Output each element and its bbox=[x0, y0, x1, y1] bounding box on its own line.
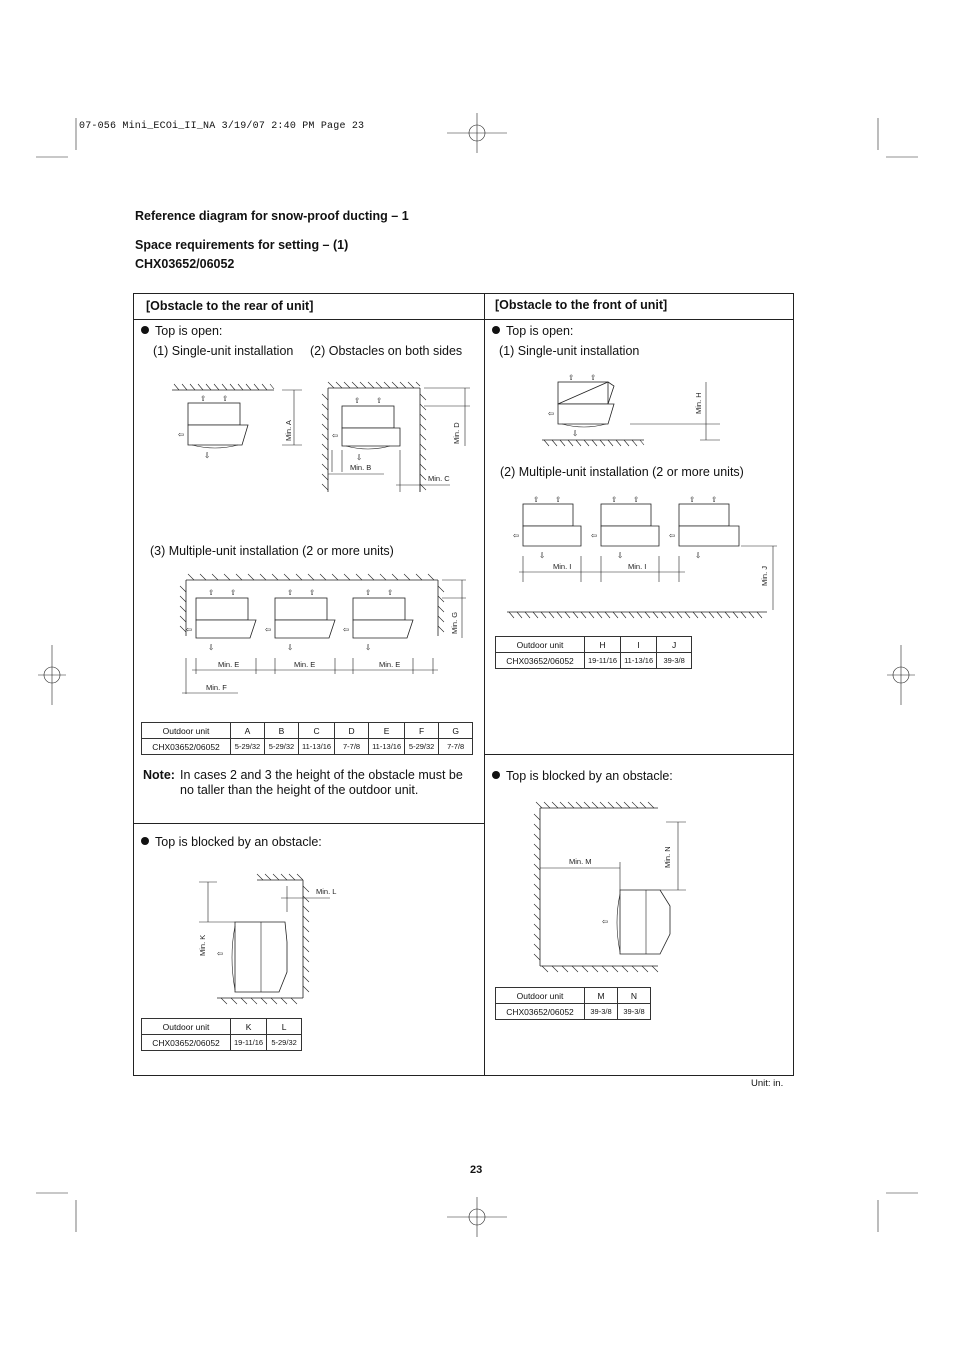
svg-text:⇦: ⇦ bbox=[343, 625, 350, 634]
table-header-cell: A bbox=[231, 723, 265, 739]
svg-text:⇧: ⇧ bbox=[689, 495, 696, 504]
table-header-cell: Outdoor unit bbox=[496, 988, 585, 1004]
note-text: In cases 2 and 3 the height of the obstacle must be no taller than the height of the outdoor unit. bbox=[180, 768, 463, 797]
svg-text:⇧: ⇧ bbox=[711, 495, 718, 504]
svg-text:⇦: ⇦ bbox=[669, 531, 676, 540]
table-cell: 19-11/16 bbox=[231, 1035, 267, 1051]
svg-text:⇦: ⇦ bbox=[217, 949, 224, 958]
page-title: Reference diagram for snow-proof ducting – 1 bbox=[135, 209, 409, 223]
left-top-blocked bbox=[141, 835, 322, 849]
left-case1-label: (1) Single-unit installation bbox=[153, 344, 294, 358]
svg-text:⇧: ⇧ bbox=[200, 394, 207, 403]
table-header-cell: J bbox=[657, 637, 692, 653]
diagram-rear-multiple bbox=[178, 574, 478, 694]
diagram-front-single bbox=[540, 372, 740, 452]
table-cell: 7-7/8 bbox=[335, 739, 369, 755]
svg-text:⇧: ⇧ bbox=[387, 588, 394, 597]
bullet-icon bbox=[141, 326, 149, 334]
section-title: Space requirements for setting – (1) bbox=[135, 238, 349, 252]
table-header-cell: Outdoor unit bbox=[142, 723, 231, 739]
svg-text:⇧: ⇧ bbox=[354, 396, 361, 405]
svg-text:⇦: ⇦ bbox=[591, 531, 598, 540]
svg-text:⇩: ⇩ bbox=[617, 551, 624, 560]
min-n-label: Min. N bbox=[663, 846, 672, 868]
svg-text:⇩: ⇩ bbox=[356, 453, 363, 462]
print-slug: 07-056 Mini_ECOi_II_NA 3/19/07 2:40 PM Page 23 bbox=[79, 121, 365, 132]
table-header-cell: K bbox=[231, 1019, 267, 1035]
left-top-open-text: Top is open: bbox=[155, 324, 223, 338]
right-column-heading: [Obstacle to the front of unit] bbox=[495, 298, 668, 312]
svg-text:⇦: ⇦ bbox=[265, 625, 272, 634]
table-header-cell: C bbox=[299, 723, 335, 739]
table-cell: 7-7/8 bbox=[439, 739, 473, 755]
right-top-blocked-text: Top is blocked by an obstacle: bbox=[506, 769, 673, 783]
bullet-icon bbox=[492, 771, 500, 779]
table-header-cell: Outdoor unit bbox=[142, 1019, 231, 1035]
min-i-label-1: Min. I bbox=[553, 562, 572, 571]
diagram-front-blocked bbox=[526, 796, 706, 976]
diagram-front-multiple bbox=[505, 494, 795, 624]
table-cell: 5-29/32 bbox=[231, 739, 265, 755]
table-cell: CHX03652/06052 bbox=[142, 739, 231, 755]
table-cell: 11-13/16 bbox=[299, 739, 335, 755]
svg-text:⇧: ⇧ bbox=[555, 495, 562, 504]
right-case2-label: (2) Multiple-unit installation (2 or more units) bbox=[500, 465, 744, 479]
table-header-cell: E bbox=[369, 723, 405, 739]
min-g-label: Min. G bbox=[450, 611, 459, 634]
table-cell: 39-3/8 bbox=[618, 1004, 651, 1020]
table-header-cell: L bbox=[267, 1019, 302, 1035]
right-top-open-text: Top is open: bbox=[506, 324, 574, 338]
table-header-cell: G bbox=[439, 723, 473, 739]
unit-note: Unit: in. bbox=[751, 1078, 784, 1089]
min-f-label: Min. F bbox=[206, 683, 227, 692]
svg-text:⇦: ⇦ bbox=[186, 625, 193, 634]
svg-text:⇧: ⇧ bbox=[287, 588, 294, 597]
svg-text:⇧: ⇧ bbox=[611, 495, 618, 504]
table-cell: 39-3/8 bbox=[657, 653, 692, 669]
svg-text:⇧: ⇧ bbox=[309, 588, 316, 597]
page-number: 23 bbox=[470, 1164, 483, 1176]
svg-text:⇩: ⇩ bbox=[208, 643, 215, 652]
svg-text:⇩: ⇩ bbox=[539, 551, 546, 560]
bullet-icon bbox=[141, 837, 149, 845]
note-label: Note: bbox=[143, 768, 175, 782]
note bbox=[143, 768, 463, 798]
min-c-label: Min. C bbox=[428, 474, 450, 483]
svg-text:⇧: ⇧ bbox=[533, 495, 540, 504]
min-e-label-1: Min. E bbox=[218, 660, 240, 669]
svg-text:⇩: ⇩ bbox=[204, 451, 211, 460]
table-header-cell: Outdoor unit bbox=[496, 637, 585, 653]
table-header-cell: M bbox=[585, 988, 618, 1004]
svg-text:⇩: ⇩ bbox=[572, 429, 579, 438]
table-header-cell: B bbox=[265, 723, 299, 739]
diagram-rear-single bbox=[170, 383, 300, 473]
left-row-divider bbox=[133, 823, 484, 824]
table-cell: 19-11/16 bbox=[585, 653, 621, 669]
right-row-divider bbox=[484, 754, 794, 755]
svg-text:⇧: ⇧ bbox=[590, 373, 597, 382]
svg-text:⇧: ⇧ bbox=[230, 588, 237, 597]
min-k-label: Min. K bbox=[198, 934, 207, 956]
left-top-open bbox=[141, 324, 222, 338]
table-cell: 5-29/32 bbox=[267, 1035, 302, 1051]
header-divider bbox=[133, 319, 794, 320]
right-top-blocked bbox=[492, 769, 673, 783]
table-cell: 5-29/32 bbox=[405, 739, 439, 755]
svg-text:⇧: ⇧ bbox=[208, 588, 215, 597]
min-b-label: Min. B bbox=[350, 463, 372, 472]
svg-text:⇧: ⇧ bbox=[376, 396, 383, 405]
min-l-label: Min. L bbox=[316, 887, 337, 896]
table-header-cell: I bbox=[621, 637, 657, 653]
svg-text:⇦: ⇦ bbox=[602, 917, 609, 926]
svg-text:⇩: ⇩ bbox=[287, 643, 294, 652]
table-cell: 5-29/32 bbox=[265, 739, 299, 755]
left-top-blocked-text: Top is blocked by an obstacle: bbox=[155, 835, 322, 849]
table-cell: 11-13/16 bbox=[621, 653, 657, 669]
table-cell: CHX03652/06052 bbox=[496, 1004, 585, 1020]
left-case3-label: (3) Multiple-unit installation (2 or more units) bbox=[150, 544, 394, 558]
table-header-cell: D bbox=[335, 723, 369, 739]
svg-text:⇩: ⇩ bbox=[695, 551, 702, 560]
left-spec-table bbox=[141, 722, 473, 755]
svg-text:⇧: ⇧ bbox=[222, 394, 229, 403]
min-e-label-2: Min. E bbox=[294, 660, 316, 669]
table-header-cell: H bbox=[585, 637, 621, 653]
min-j-label: Min. J bbox=[760, 565, 769, 586]
min-m-label: Min. M bbox=[569, 857, 592, 866]
left-blocked-table bbox=[141, 1018, 302, 1051]
svg-text:⇧: ⇧ bbox=[633, 495, 640, 504]
table-cell: 39-3/8 bbox=[585, 1004, 618, 1020]
svg-text:⇦: ⇦ bbox=[178, 430, 185, 439]
min-a-label: Min. A bbox=[284, 420, 293, 441]
table-cell: CHX03652/06052 bbox=[496, 653, 585, 669]
svg-text:⇦: ⇦ bbox=[332, 431, 339, 440]
model-title: CHX03652/06052 bbox=[135, 257, 235, 271]
right-blocked-table bbox=[495, 987, 651, 1020]
table-header-cell: N bbox=[618, 988, 651, 1004]
table-header-cell: F bbox=[405, 723, 439, 739]
svg-text:⇦: ⇦ bbox=[548, 409, 555, 418]
right-top-open bbox=[492, 324, 573, 338]
column-divider bbox=[484, 293, 485, 1076]
right-spec-table bbox=[495, 636, 692, 669]
min-d-label: Min. D bbox=[452, 422, 461, 444]
bullet-icon bbox=[492, 326, 500, 334]
min-h-label: Min. H bbox=[694, 392, 703, 414]
svg-text:⇧: ⇧ bbox=[365, 588, 372, 597]
table-cell: 11-13/16 bbox=[369, 739, 405, 755]
diagram-rear-blocked bbox=[195, 870, 345, 1005]
left-case2-label: (2) Obstacles on both sides bbox=[310, 344, 463, 358]
min-e-label-3: Min. E bbox=[379, 660, 401, 669]
left-column-heading: [Obstacle to the rear of unit] bbox=[146, 299, 314, 313]
right-case1-label: (1) Single-unit installation bbox=[499, 344, 640, 358]
svg-text:⇧: ⇧ bbox=[568, 373, 575, 382]
svg-text:⇦: ⇦ bbox=[513, 531, 520, 540]
svg-text:⇩: ⇩ bbox=[365, 643, 372, 652]
diagram-rear-both-sides bbox=[320, 380, 480, 495]
min-i-label-2: Min. I bbox=[628, 562, 647, 571]
table-cell: CHX03652/06052 bbox=[142, 1035, 231, 1051]
